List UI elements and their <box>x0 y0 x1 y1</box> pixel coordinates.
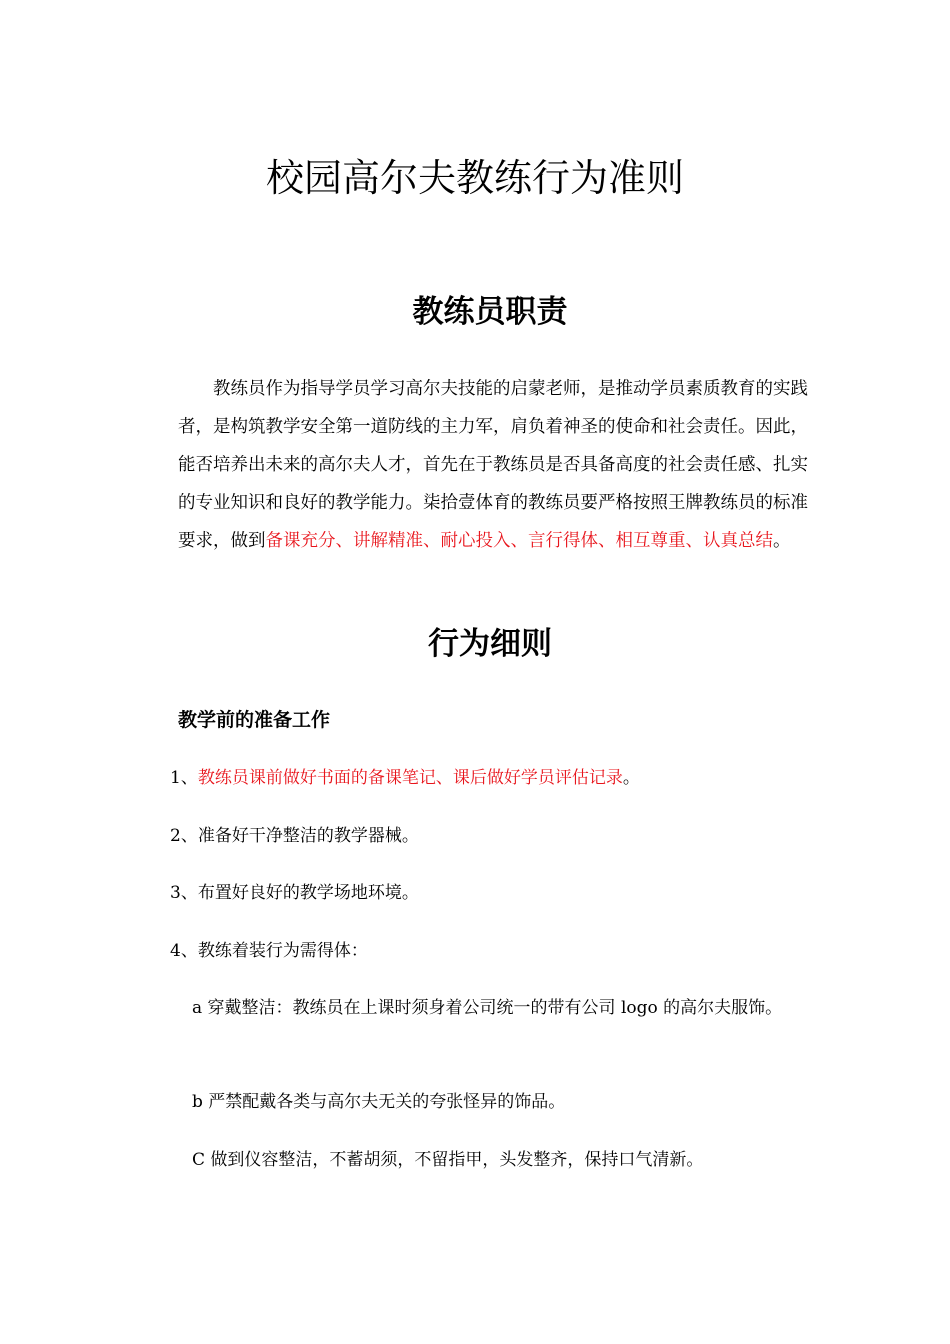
list-item-4: 4、教练着装行为需得体： <box>170 941 368 961</box>
list-item-2: 2、准备好干净整洁的教学器械。 <box>170 826 419 846</box>
list-item-1 <box>170 760 820 796</box>
duties-paragraph <box>178 370 808 560</box>
list-item-1-number: 1、 <box>170 768 198 788</box>
document-title: 校园高尔夫教练行为准则 <box>265 156 684 200</box>
list-item-1-highlight: 教练员课前做好书面的备课笔记、课后做好学员评估记录 <box>197 768 623 788</box>
duties-end: 。 <box>773 531 791 551</box>
sub-item-b: b 严禁配戴各类与高尔夫无关的夸张怪异的饰品。 <box>192 1092 566 1112</box>
section-heading-duties: 教练员职责 <box>412 294 568 330</box>
sub-item-a: a 穿戴整洁：教练员在上课时须身着公司统一的带有公司 logo 的高尔夫服饰。 <box>192 998 783 1018</box>
duties-text: 教练员作为指导学员学习高尔夫技能的启蒙老师，是推动学员素质教育的实践者，是构筑教学安全第一道防线的主力军，肩负着神圣的使命和社会责任。因此，能否培养出未来的高尔夫人才，首先在于教练员是否具备高度的社会责任感、扎实的专业知识和良好的教学能力。柒拾壹体育的教练员要严格按照王牌教练员的标准要求，做到 <box>178 379 808 551</box>
section-heading-rules: 行为细则 <box>428 626 552 662</box>
sub-item-c: C 做到仪容整洁，不蓄胡须，不留指甲，头发整齐，保持口气清新。 <box>192 1150 704 1170</box>
list-item-3: 3、布置好良好的教学场地环境。 <box>170 883 419 903</box>
subheading-preparation: 教学前的准备工作 <box>178 709 331 731</box>
list-item-1-end: 。 <box>622 768 640 788</box>
duties-highlight: 备课充分、讲解精准、耐心投入、言行得体、相互尊重、认真总结 <box>265 531 773 551</box>
